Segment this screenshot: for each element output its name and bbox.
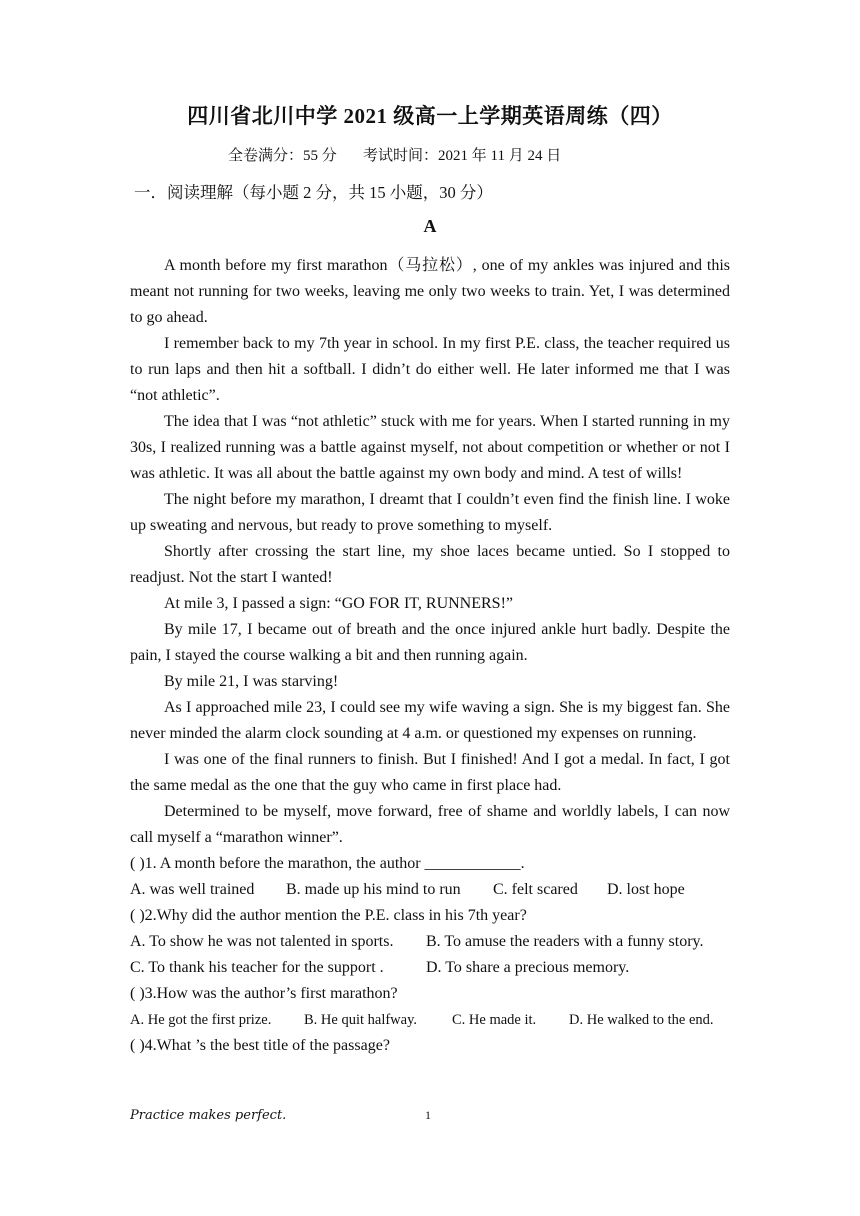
option-d: D. To share a precious memory.	[426, 959, 630, 976]
option-a: A. He got the first prize.	[130, 1012, 272, 1028]
page-number: 1	[425, 1108, 431, 1122]
passage-paragraph: I remember back to my 7th year in school. In my first P.E. class, the teacher required us to run laps and then hit a softball. I didn’t do either well. He later informed me that I was “not athletic”.	[130, 335, 730, 404]
passage-paragraph: I was one of the final runners to finish. But I finished! And I got a medal. In fact, I got the same medal as the one that the guy who came in first place had.	[130, 751, 730, 794]
question-2-stem: ( )2.Why did the author mention the P.E. class in his 7th year?	[130, 907, 527, 924]
question-2-options-row-2	[130, 955, 730, 981]
exam-meta: 全卷满分：55 分 考试时间：2021 年 11 月 24 日	[228, 148, 562, 164]
option-c: C. To thank his teacher for the support .	[130, 959, 384, 976]
part-label: A	[423, 216, 437, 236]
option-b: B. He quit halfway.	[304, 1012, 418, 1028]
option-b: B. made up his mind to run	[286, 881, 461, 898]
question-3-stem: ( )3.How was the author’s first marathon?	[130, 985, 398, 1002]
question-1-stem: ( )1. A month before the marathon, the author ____________.	[130, 855, 525, 872]
passage-paragraph: A month before my first marathon（马拉松）, one of my ankles was injured and this meant not running for two weeks, leaving me only two weeks to train. Yet, I was determined to go ahead.	[130, 257, 730, 326]
option-d: D. He walked to the end.	[569, 1012, 714, 1028]
section-heading: 一．阅读理解（每小题 2 分，共 15 小题，30 分）	[134, 183, 493, 202]
question-4-stem: ( )4.What ’s the best title of the passage?	[130, 1037, 390, 1054]
page-title: 四川省北川中学 2021 级高一上学期英语周练（四）	[187, 104, 673, 128]
question-3-options	[130, 1007, 730, 1033]
footer-motto: Practice makes perfect.	[130, 1108, 287, 1123]
option-c: C. He made it.	[452, 1012, 537, 1028]
passage-paragraph: By mile 17, I became out of breath and the once injured ankle hurt badly. Despite the pain, I stayed the course walking a bit and then running again.	[130, 621, 730, 664]
option-d: D. lost hope	[607, 881, 685, 898]
passage-paragraph: Shortly after crossing the start line, my shoe laces became untied. So I stopped to readjust. Not the start I wanted!	[130, 543, 730, 586]
passage-paragraph: By mile 21, I was starving!	[164, 673, 339, 690]
option-a: A. To show he was not talented in sports.	[130, 933, 394, 950]
option-a: A. was well trained	[130, 881, 255, 898]
passage-paragraph: At mile 3, I passed a sign: “GO FOR IT, RUNNERS!”	[164, 595, 513, 612]
option-b: B. To amuse the readers with a funny story.	[426, 933, 704, 950]
passage-paragraph: As I approached mile 23, I could see my wife waving a sign. She is my biggest fan. She never minded the alarm clock sounding at 4 a.m. or questioned my expenses on running.	[130, 699, 730, 742]
option-c: C. felt scared	[493, 881, 578, 898]
passage-paragraph: The night before my marathon, I dreamt that I couldn’t even find the finish line. I woke up sweating and nervous, but ready to prove something to myself.	[130, 491, 730, 534]
passage-paragraph: Determined to be myself, move forward, free of shame and worldly labels, I can now call myself a “marathon winner”.	[130, 803, 730, 846]
reading-passage	[130, 253, 730, 1059]
question-1-options	[130, 877, 730, 903]
passage-paragraph: The idea that I was “not athletic” stuck with me for years. When I started running in my 30s, I realized running was a battle against myself, not about competition or whether or not I was athletic. It was all about the battle against my own body and mind. A test of wills!	[130, 413, 730, 482]
question-2-options-row-1	[130, 929, 730, 955]
